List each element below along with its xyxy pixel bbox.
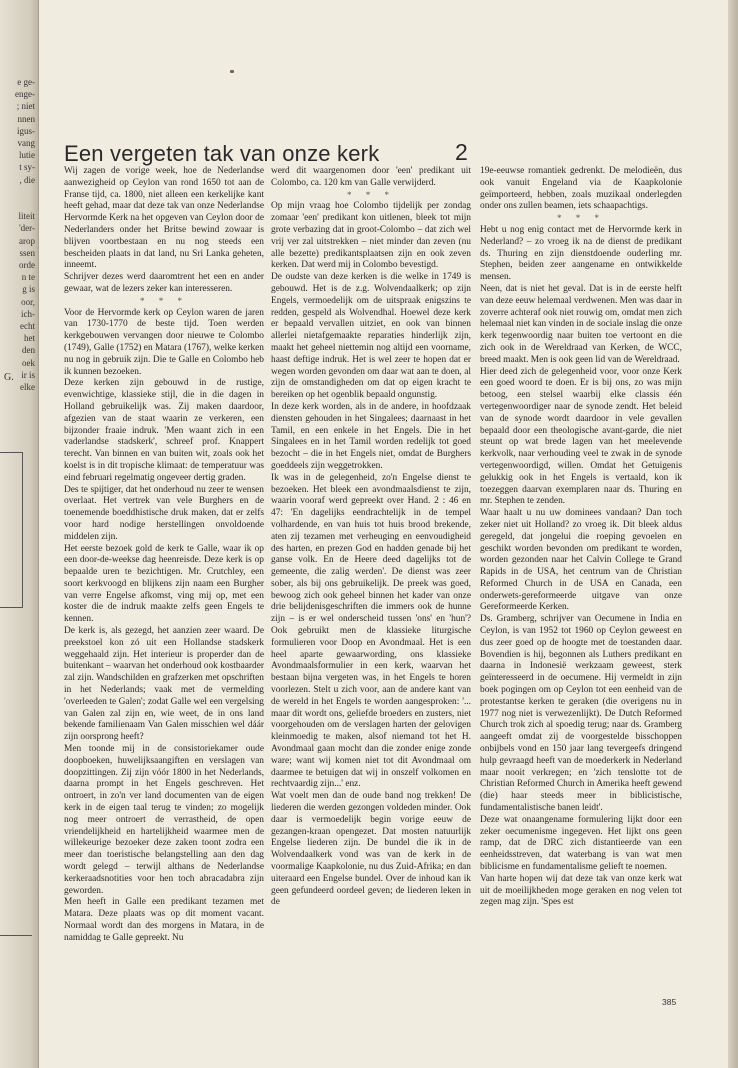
facing-page-line: oek — [22, 357, 35, 368]
facing-page-line: den — [22, 345, 35, 356]
facing-page-text — [0, 76, 38, 393]
facing-page-signature: G. — [4, 372, 14, 383]
text-column-1 — [64, 166, 264, 945]
facing-page-line: nnen — [17, 113, 35, 124]
facing-page-line: g is — [22, 284, 35, 295]
paragraph: De oudste van deze kerken is die welke in 1749 is gebouwd. Het is de z.g. Wolvendaalkerk; op zijn Engels, vermoedelijk om de uitspraak enigszins te redden, gespeld als Wolvendhal. Hoewel deze kerk er bepaald vervallen uitziet, en ook van binnen allerlei nietafgemaakte reparaties hinderlijk zijn, maakt het geheel niettemin nog altijd een voorname, haast deftige indruk. Het is wel zeer te hopen dat er wegen worden gevonden om daar wat aan te doen, al zijn de omstandigheden om dat op eigen kracht te bereiken op het ogenblik bepaald ongunstig. — [271, 272, 471, 401]
print-mark — [230, 70, 234, 73]
part-number: 2 — [455, 139, 468, 165]
facing-page-line: ; niet — [16, 101, 35, 112]
paragraph: Waar haalt u nu uw dominees vandaan? Dan toch zeker niet uit Holland? zo vroeg ik. Dit bleek aldus geregeld, dat jongelui die roeping gevoelen en geschikt worden bevonden om predikant te worden, worden gezonden naar het Calvin College te Grand Rapids in de USA, het centrum van de Christian Reformed Church in de USA en Canada, een onderwets-gereformeerde uitgave van onze Gereformeerde Kerken. — [480, 508, 682, 613]
paragraph: Het eerste bezoek gold de kerk te Galle, waar ik op een door-de-weekse dag heenreisde. Deze kerk is op bepaalde uren te bezichtigen. Mr. Crutchley, een soort kerkvoogd en blijkens zijn naam een Burgher van verre Engelse afkomst, ving mij op, met een koster die de indruk maakte zelfs geen Engels te kennen. — [64, 543, 264, 625]
page-edge — [728, 0, 738, 1068]
facing-page-line — [0, 186, 35, 198]
facing-page-line: n te — [21, 272, 35, 283]
facing-page-line: , die — [19, 174, 35, 185]
facing-page-frame — [0, 452, 23, 608]
facing-page-line: liteit — [18, 211, 35, 222]
text-column-3 — [480, 166, 682, 909]
paragraph: In deze kerk worden, als in de andere, in hoofdzaak diensten gehouden in het Singalees; daarnaast in het Tamil, en een enkele in het Engels. Die in het Singalees en in het Tamil worden redelijk tot goed bezocht – die in het Engels niet, omdat de Burghers goeddeels zijn weggetrokken. — [271, 401, 471, 471]
paragraph: Op mijn vraag hoe Colombo tijdelijk per zondag zomaar 'een' predikant kon uitlenen, bleek tot mijn grote verbazing dat in groot-Colombo – dat zich wel vrij ver zal uitstrekken – niet minder dan zeven (nu alle bezette) predikantsplaatsen zijn en ook zeven kerken. Dat werd mij in Colombo bevestigd. — [271, 201, 471, 271]
facing-page-line: oor, — [21, 296, 35, 307]
paragraph: Ik was in de gelegenheid, zo'n Engelse dienst te bezoeken. Het bleek een avondmaalsdienst te zijn, waarin vooraf werd gepreekt over Hand. 2 : 46 en 47: 'En dagelijks eendrachtelijk in de tempel volhardende, en van huis tot huis brood brekende, aten zij tezamen met verheuging en eenvoudigheid des harten, en prezen God en hadden genade bij het ganse volk. En de Heere deed dagelijks tot de gemeente, die zalig werden'. De dienst was zeer sober, als bij ons gebruikelijk. De preek was goed, bewoog zich ook geheel binnen het kader van onze drie belijdenisgeschriften die immers ook de hunne zijn – is er wel onderscheid tussen 'ons' en 'hun'? Ook gebruikt men de klassieke liturgische formulieren voor Doop en Avondmaal. Het is een heel aparte gewaarwording, ons klassieke Avondmaalsformulier in een kerk, waarvan het bestaan bijna vergeten was, in het Engels te horen voorlezen. Stelt u zich voor, aan de andere kant van de wereld in het Engels te worden aangesproken: '... maar dit wordt ons, geliefde broeders en zusters, niet voorgehouden om de verslagen harten der gelovigen kleinmoedig te maken, alsof niemand tot het H. Avondmaal gaan mocht dan die zonder enige zonde ware; want wij komen niet tot dit Avondmaal om daarmee te betuigen dat wij in onszelf volkomen en rechtvaardig zijn...' enz. — [271, 472, 471, 790]
paragraph: Van harte hopen wij dat deze tak van onze kerk wat uit de moeilijkheden moge geraken en nog velen tot zegen mag zijn. 'Spes est — [480, 873, 682, 908]
article-title: Een vergeten tak van onze kerk — [64, 141, 380, 166]
text-column-2 — [271, 166, 471, 909]
paragraph: Men toonde mij in de consistoriekamer oude doopboeken, huwelijksaangiften en verslagen van doopzittingen. Zij zijn vóór 1800 in het Nederlands, daarna prompt in het Engels geschreven. Het ontroert, in zo'n ver land documenten van de eigen kerk in de eigen taal terug te vinden; zo mogelijk nog meer ontroert de verrastheid, de open vriendelijkheid en hartelijkheid waarmee men de willekeurige bezoeker deze zaken toont zodra een meer dan toeristische belangstelling aan den dag wordt gelegd – terwijl althans de Nederlandse kerkeraadsnotities voor hen toch abracadabra zijn geworden. — [64, 744, 264, 896]
facing-page-line: arop — [19, 235, 35, 246]
section-divider: * * * — [557, 213, 605, 224]
page-number: 385 — [662, 997, 677, 1007]
facing-page-line: echt — [20, 321, 35, 332]
paragraph: Deze kerken zijn gebouwd in de rustige, evenwichtige, klassieke stijl, die in die dagen in Holland gebruikelijk was. Zij maken daardoor, afgezien van de staat waarin ze verkeren, een bijzonder fraaie indruk. 'Men waant zich in een vaderlandse stadskerk', schreef prof. Knappert terecht. Van binnen en van buiten wit, zoals ook het koelst is in dit tropische klimaat: de temperatuur was eind februari regelmatig ongeveer dertig graden. — [64, 378, 264, 483]
section-divider: * * * — [347, 189, 395, 200]
facing-page-line: ir is — [21, 369, 35, 380]
paragraph: werd dit waargenomen door 'een' predikant uit Colombo, ca. 120 km van Galle verwijderd. — [271, 166, 471, 188]
facing-page-line: ich- — [21, 308, 35, 319]
paragraph: De kerk is, als gezegd, het aanzien zeer waard. De preekstoel kon zó uit een Hollandse stadskerk weggehaald zijn. Het interieur is properder dan de buitenkant – waarvan het onderhoud ook kostbaarder zal zijn. Wandschilden en grafzerken met opschriften in het Nederlands; vaak met de vermelding 'overleeden te Galen'; zodat Galle wel een vergelsing van Galen zal zijn en, wie weet, de in ons land bekende familienaam Van Galen misschien wel dáár zijn oorsprong heeft? — [64, 626, 264, 743]
facing-page-line: igus- — [17, 125, 35, 136]
facing-page-rule — [0, 935, 32, 936]
facing-page-line: het — [24, 333, 35, 344]
facing-page-line: t sy- — [19, 162, 35, 173]
paragraph: Wat voelt men dan de oude band nog trekken! De liederen die werden gezongen voldeden minder. Ook daar is vermoedelijk begin vorige eeuw de gezangen-kraan opengezet. Dat mosten natuurlijk Engelse liederen zijn. De bundel die ik in de Wolvendaalkerk vond was van de kerk in de voormalige Kaapkolonie, nu dus Zuid-Afrika; en dan uiteraard een Engelse bundel. Over de inhoud kan ik geen gefundeerd oordeel geven; de liederen leken in de — [271, 791, 471, 908]
facing-page-line: enge- — [15, 89, 35, 100]
paragraph: Neen, dat is niet het geval. Dat is in de eerste helft van deze eeuw helemaal verdwenen. Men was daar in zoverre achteraf ook niet rouwig om, omdat men zich helemaal niet kan vinden in de sociale inslag die onze kerk tegenwoordig naar buiten toe vertoont en die zich ook in de Wereldraad van Kerken, de WCC, breed maakt. Men is ook geen lid van de Wereldraad. — [480, 283, 682, 365]
facing-page-line: e ge- — [17, 77, 35, 87]
paragraph: Men heeft in Galle een predikant tezamen met Matara. Deze plaats was op dit moment vacant. Normaal wordt dan des morgens in Matara, in de namiddag te Galle gepreekt. Nu — [64, 897, 264, 943]
facing-page-line: orde — [19, 260, 35, 271]
facing-page-line: elke — [20, 382, 35, 393]
facing-page-line: lutie — [19, 150, 35, 161]
section-divider: * * * — [140, 295, 188, 306]
paragraph: Voor de Hervormde kerk op Ceylon waren de jaren van 1730-1770 de beste tijd. Toen werden kerkgebouwen vervangen door nieuwe te Colombo (1749), Galle (1752) en Matara (1767), welke kerken nu nog in gebruik zijn. Die te Galle en Colombo heb ik kunnen bezoeken. — [64, 307, 264, 377]
facing-page-line: 'der- — [19, 223, 35, 234]
paragraph: Deze wat onaangename formulering lijkt door een zeker oecumenisme ingegeven. Het lijkt ons geen ramp, dat de DRC zich distantieerde van een eenheidsstreven, dat waterbang is van wat men biblicisme en fundamentalisme gelieft te noemen. — [480, 814, 682, 873]
facing-page-edge — [0, 0, 39, 1068]
facing-page-line — [0, 198, 35, 210]
paragraph: Schrijver dezes werd daaromtrent het een en ander gewaar, wat de lezers zeker kan interesseren. — [64, 272, 264, 294]
paragraph: Hebt u nog enig contact met de Hervormde kerk in Nederland? – zo vroeg ik na de dienst de predikant ds. Thuring en zijn dienstdoende ouderling mr. Stephen, beiden zeer aangename en ontwikkelde mensen. — [480, 224, 682, 283]
paragraph: Hier deed zich de gelegenheid voor, voor onze Kerk een goed woord te doen. Er is bij ons, zo was mijn betoog, een stelsel waarbij elke classis één vertegenwoordiger naar de synode zendt. Het beleid van de synode wordt daardoor in vele gevallen bepaald door een theologische avant-garde, die niet steunt op wat brede lagen van het meelevende kerkvolk, naar verhouding veel te zwak in de synode vertegenwoordigd, willen. Omdat het Getuigenis gelukkig ook in het Engels is vertaald, kon ik toezeggen daarvan exemplaren naar ds. Thuring en mr. Stephen te zenden. — [480, 366, 682, 507]
paragraph: Ds. Gramberg, schrijver van Oecumene in India en Ceylon, is van 1952 tot 1960 op Ceylon geweest en dus zeer goed op de hoogte met de toestanden daar. Bovendien is hij, begonnen als Luthers predikant en daarna in Indonesië werkzaam geweest, sterk geïnteresseerd in de oecumene. Hij vermeldt in zijn boek pogingen om op Ceylon tot een eenheid van de protestantse kerken te geraken (die overigens nu in 1977 nog niet is verwezenlijkt). De Dutch Reformed Church trok zich al spoedig terug; naar ds. Gramberg aangeeft omdat zij de voorgestelde bisschoppen onbijbels vond en 150 jaar lang tevergeefs dringend hulp gevraagd heeft van de moederkerk in Nederland maar nooit verkregen; en 'zich tenslotte tot de Christian Reformed Church in Amerika heeft gewend (die) haar steeds meer in biblicistische, fundamentalistische banen leidt'. — [480, 614, 682, 814]
paragraph: Des te spijtiger, dat het onderhoud nu zeer te wensen overlaat. Het vertrek van vele Burghers en de toenemende boeddhistische druk maken, dat er zelfs voor hard nodige herstellingen onvoldoende middelen zijn. — [64, 484, 264, 542]
paragraph: 19e-eeuwse romantiek gedrenkt. De melodieën, dus ook vanuit Engeland via de Kaapkolonie geïmporteerd, hebben, zoals muzikaal onderlegden onder ons zullen beamen, iets schaapachtigs. — [480, 166, 682, 212]
paragraph: Wij zagen de vorige week, hoe de Nederlandse aanwezigheid op Ceylon van rond 1650 tot aan de Franse tijd, ca. 1800, niet alleen een kerkelijke kant heeft gehad, maar dat deze tak van onze Nederlandse Hervormde Kerk na het opgeven van Ceylon door de Nederlanders onder het Britse bewind zowaar is blijven voortbestaan en nu nog steeds een bescheiden plaats in dat land, nu Sri Lanka geheten, inneemt. — [64, 166, 264, 271]
facing-page-line: vang — [17, 138, 35, 149]
facing-page-line: ssen — [19, 247, 35, 258]
